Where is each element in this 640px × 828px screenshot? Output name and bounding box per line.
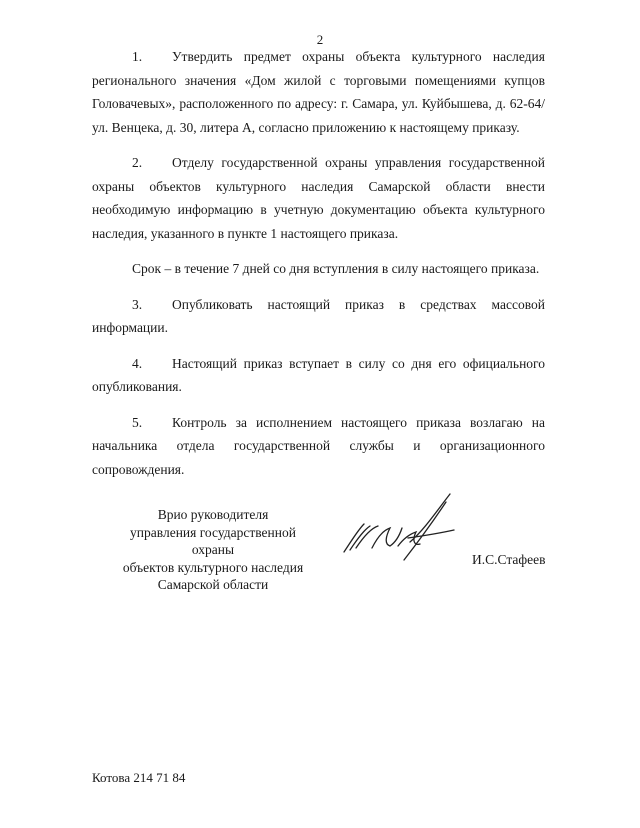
signatory-title-line: управления государственной охраны [130,524,296,557]
page-number: 2 [316,32,324,47]
item-text: Опубликовать настоящий приказ в средствах массовой информации. [92,296,545,335]
paragraph-item-1 [92,45,545,139]
handwritten-signature [338,490,460,568]
paragraph-item-4 [92,352,545,399]
signatory-title-line: Врио руководителя [157,507,269,522]
signatory-title-line: объектов культурного наследия [122,559,304,575]
signatory-title [116,506,310,594]
item-number: 1. [132,49,143,64]
item-text: Отделу государственной охраны управления государственной охраны объектов культурного наследия Самарской области внести необходимую информацию в учетную документацию объекта культурного наследия, указанного в пункте 1 настоящего приказа. [92,155,545,241]
paragraph-item-5 [92,411,545,482]
paragraph-deadline [92,257,545,281]
executor-contact: Котова 214 71 84 [92,770,186,785]
signatory-title-line: Самарской области [157,577,269,592]
item-text: Утвердить предмет охраны объекта культурного наследия регионального значения «Дом жилой с торговыми помещениями купцов Головачевых», расположенного по адресу: г. Самара, ул. Куйбышева, д. 62-64/ул. Венцека, д. 30, литера А, согласно приложению к настоящему приказу. [92,49,545,135]
item-text: Контроль за исполнением настоящего приказа возлагаю на начальника отдела государственной службы и организационного сопровождения. [92,414,545,477]
document-body [92,45,545,481]
paragraph-item-2 [92,151,545,245]
item-number: 5. [132,414,143,430]
item-number: 4. [132,355,143,371]
item-number: 2. [132,155,143,170]
item-number: 3. [132,296,143,312]
item-text: Срок – в течение 7 дней со дня вступления в силу настоящего приказа. [132,261,540,276]
paragraph-item-3 [92,293,545,340]
item-text: Настоящий приказ вступает в силу со дня его официального опубликования. [92,355,545,394]
signatory-name: И.С.Стафеев [472,552,546,567]
